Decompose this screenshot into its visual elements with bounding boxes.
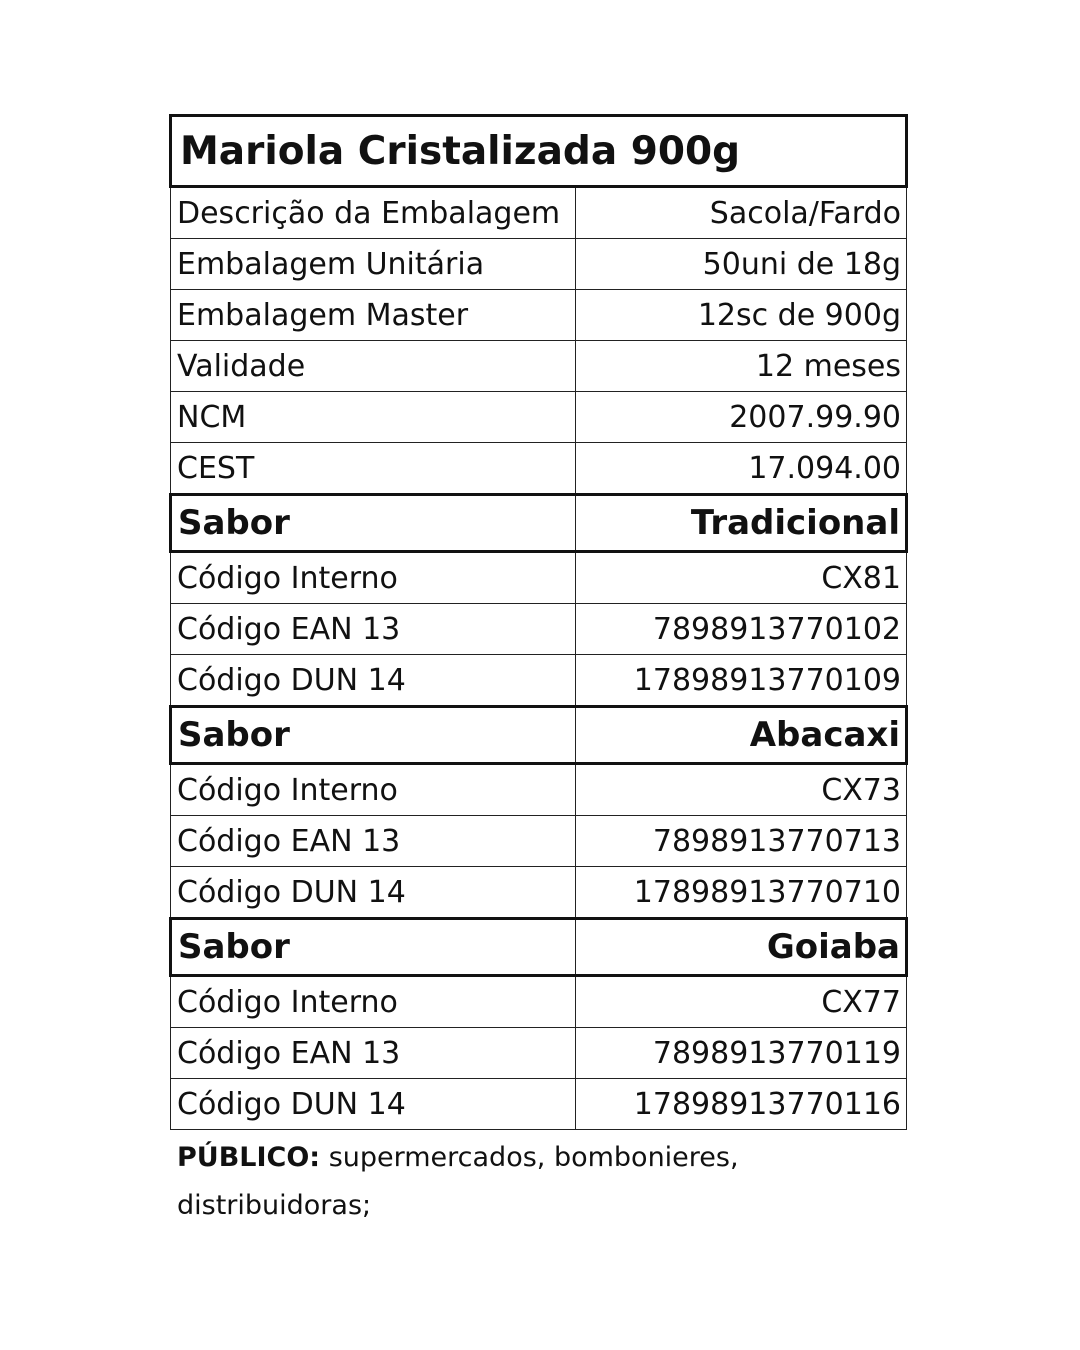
spec-table <box>169 114 908 1130</box>
flavor-label: Sabor <box>171 495 576 552</box>
spec-row <box>171 290 907 341</box>
code-value: 7898913770119 <box>575 1028 906 1079</box>
spec-value: 2007.99.90 <box>575 392 906 443</box>
spec-value: Sacola/Fardo <box>575 187 906 239</box>
product-title: Mariola Cristalizada 900g <box>171 116 907 187</box>
code-label: Código Interno <box>171 764 576 816</box>
flavor-name: Abacaxi <box>575 707 906 764</box>
code-value: 7898913770713 <box>575 816 906 867</box>
spec-value: 12 meses <box>575 341 906 392</box>
code-label: Código EAN 13 <box>171 604 576 655</box>
spec-label: NCM <box>171 392 576 443</box>
code-value: CX81 <box>575 552 906 604</box>
code-label: Código EAN 13 <box>171 1028 576 1079</box>
code-row <box>171 552 907 604</box>
code-row <box>171 764 907 816</box>
flavor-header-row <box>171 919 907 976</box>
code-row <box>171 867 907 919</box>
product-spec-sheet <box>169 114 908 1230</box>
code-label: Código DUN 14 <box>171 867 576 919</box>
flavor-header-row <box>171 495 907 552</box>
spec-label: CEST <box>171 443 576 495</box>
code-row <box>171 816 907 867</box>
spec-row <box>171 443 907 495</box>
code-row <box>171 1028 907 1079</box>
code-label: Código Interno <box>171 976 576 1028</box>
code-value: CX73 <box>575 764 906 816</box>
flavor-name: Tradicional <box>575 495 906 552</box>
code-label: Código Interno <box>171 552 576 604</box>
spec-value: 17.094.00 <box>575 443 906 495</box>
spec-value: 12sc de 900g <box>575 290 906 341</box>
code-label: Código EAN 13 <box>171 816 576 867</box>
code-label: Código DUN 14 <box>171 655 576 707</box>
spec-row <box>171 392 907 443</box>
code-row <box>171 655 907 707</box>
code-value: 17898913770116 <box>575 1079 906 1130</box>
code-value: 7898913770102 <box>575 604 906 655</box>
spec-row <box>171 341 907 392</box>
flavor-name: Goiaba <box>575 919 906 976</box>
code-value: 17898913770710 <box>575 867 906 919</box>
code-value: 17898913770109 <box>575 655 906 707</box>
code-row <box>171 1079 907 1130</box>
flavor-label: Sabor <box>171 919 576 976</box>
flavor-label: Sabor <box>171 707 576 764</box>
audience-text: supermercados, bombonieres, distribuidoras; <box>177 1142 739 1221</box>
spec-row <box>171 187 907 239</box>
spec-label: Embalagem Unitária <box>171 239 576 290</box>
code-label: Código DUN 14 <box>171 1079 576 1130</box>
audience-label: PÚBLICO: <box>177 1142 321 1173</box>
spec-label: Validade <box>171 341 576 392</box>
spec-label: Embalagem Master <box>171 290 576 341</box>
spec-row <box>171 239 907 290</box>
spec-value: 50uni de 18g <box>575 239 906 290</box>
audience-note <box>169 1134 817 1230</box>
title-row <box>171 116 907 187</box>
flavor-header-row <box>171 707 907 764</box>
code-row <box>171 976 907 1028</box>
spec-label: Descrição da Embalagem <box>171 187 576 239</box>
code-row <box>171 604 907 655</box>
code-value: CX77 <box>575 976 906 1028</box>
